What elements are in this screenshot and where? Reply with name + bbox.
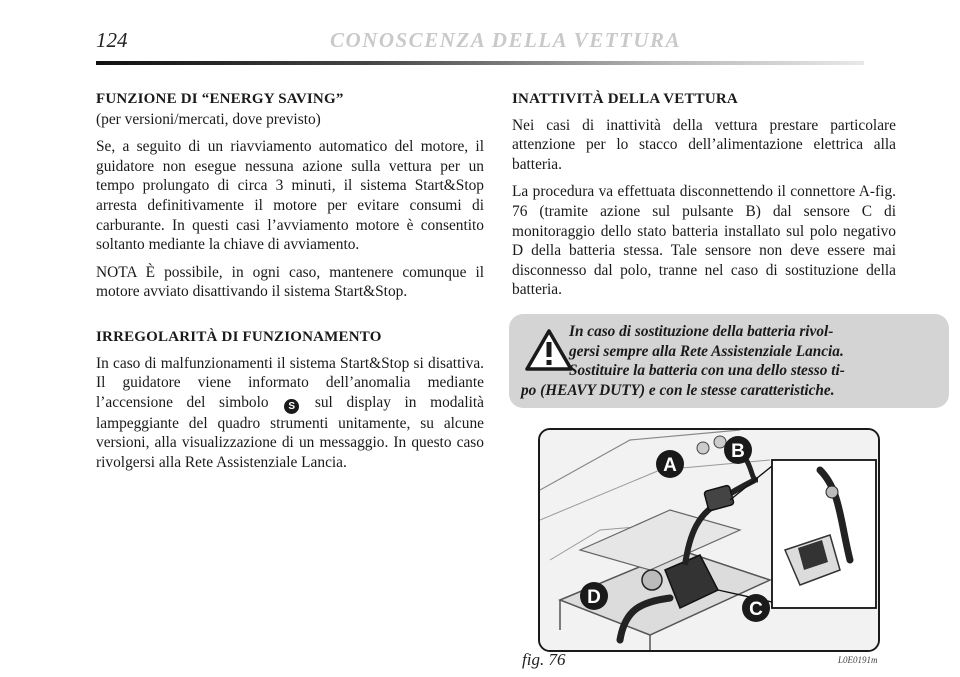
battery-illustration	[540, 430, 878, 650]
label-c-marker	[742, 594, 770, 622]
running-header: CONOSCENZA DELLA VETTURA	[330, 28, 682, 52]
warning-line-2: gersi sempre alla Rete Assistenziale Lancia.	[569, 342, 844, 360]
inactivity-heading: INATTIVITÀ DELLA VETTURA	[512, 91, 738, 107]
right-column	[512, 90, 896, 308]
battery-figure	[538, 428, 880, 652]
page-number: 124	[96, 28, 128, 52]
label-d: D	[587, 587, 601, 608]
warning-line-3: Sostituire la batteria con una dello stesso ti-	[569, 362, 845, 380]
energy-saving-note: NOTA È possibile, in ogni caso, mantenere comunque il motore avviato disattivando il sistema Start&Stop.	[96, 263, 484, 301]
warning-box	[509, 314, 949, 408]
label-d-marker	[580, 582, 608, 610]
header-rule	[96, 61, 864, 65]
label-a: A	[663, 455, 677, 476]
start-stop-warning-icon: S	[284, 399, 299, 414]
label-b-marker	[724, 436, 752, 464]
malfunction-heading: IRREGOLARITÀ DI FUNZIONAMENTO	[96, 328, 382, 345]
warning-line-4: po (HEAVY DUTY) e con le stesse caratteristiche.	[521, 381, 835, 399]
malfunction-text-before: In caso di malfunzionamenti il sistema Start&Stop si disattiva. Il guidatore viene informato dell’anomalia mediante l’accensione del simbolo	[96, 354, 484, 411]
malfunction-text-after: sul display in modalità lampeggiante del quadro strumenti unitamente, su alcune versioni, alla visualizzazione di un messaggio. In questo caso rivolgersi alla Rete Assistenziale Lancia.	[96, 393, 484, 471]
left-column	[96, 90, 484, 481]
label-b: B	[731, 441, 745, 462]
energy-saving-subtitle: (per versioni/mercati, dove previsto)	[96, 110, 321, 128]
label-c: C	[749, 599, 763, 620]
inactivity-paragraph-1: Nei casi di inattività della vettura prestare particolare attenzione per lo stacco dell’alimentazione elettrica alla batteria.	[512, 116, 896, 173]
energy-saving-heading: FUNZIONE DI “ENERGY SAVING”	[96, 91, 344, 107]
label-a-marker	[656, 450, 684, 478]
warning-line-1: In caso di sostituzione della batteria rivol-	[569, 323, 834, 340]
figure-code: L0E0191m	[838, 655, 878, 665]
inactivity-paragraph-2: La procedura va effettuata disconnettendo il connettore A-fig. 76 (tramite azione sul pulsante B) dal sensore C di monitoraggio dello stato batteria installato sul polo negativo D della batteria stessa. Tale sensore non deve essere mai disconnesso dal polo, tranne nel caso di sostituzione della batteria.	[512, 183, 896, 299]
malfunction-paragraph	[96, 354, 484, 473]
warning-text	[521, 322, 941, 400]
energy-saving-paragraph-1: Se, a seguito di un riavviamento automatico del motore, il guidatore non esegue nessuna azione sulla vettura per un tempo prolungato di circa 3 minuti, il sistema Start&Stop arresta definitivamente il motore per evitare consumi di carburante. In questi casi l’avviamento motore è consentito soltanto mediante la chiave di avviamento.	[96, 138, 484, 254]
figure-caption: fig. 76	[522, 650, 566, 669]
